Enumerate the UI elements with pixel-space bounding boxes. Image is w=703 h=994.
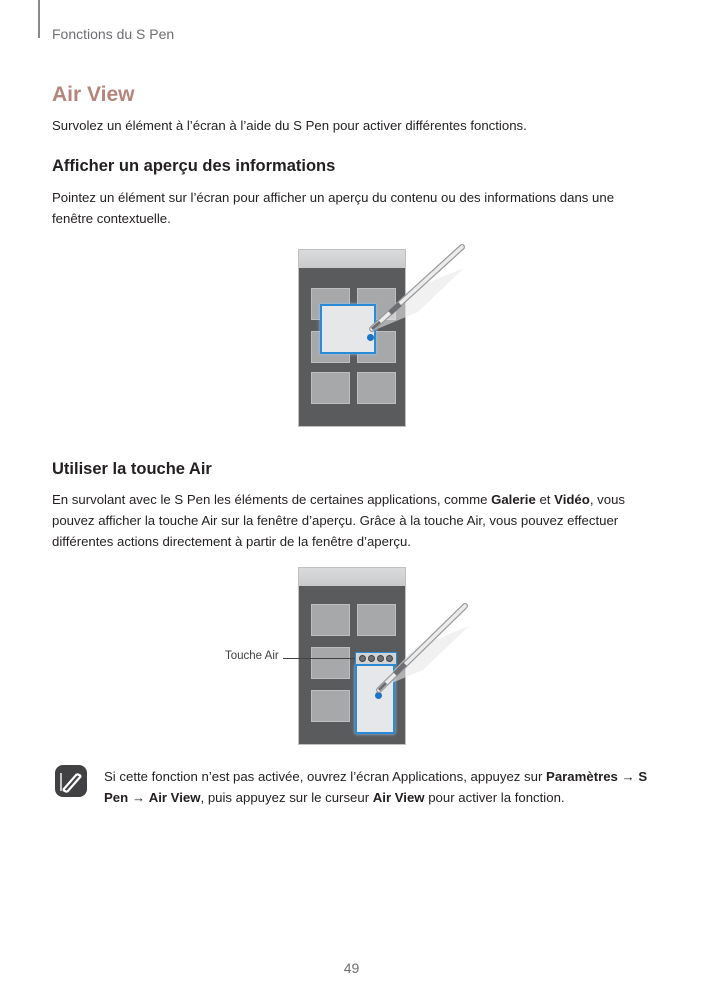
bold-video: Vidéo <box>554 492 590 507</box>
bold-air-view: Air View <box>148 790 201 805</box>
page-number: 49 <box>343 960 360 976</box>
section-title: Air View <box>52 83 135 106</box>
subsection-text-air-button: En survolant avec le S Pen les éléments de certaines applications, comme Galerie et Vidéo, vous pouvez afficher la touche Air sur la fenêtre d’aperçu. Grâce à la touche Air, vous pouvez effectuer différentes actions directement à partir de la fenêtre d’aperçu. <box>52 492 625 549</box>
subsection-title-air-button: Utiliser la touche Air <box>52 460 212 478</box>
bold-galerie: Galerie <box>491 492 536 507</box>
note-pencil-icon <box>55 765 87 797</box>
running-header: Fonctions du S Pen <box>52 26 175 42</box>
s-pen-illustration <box>360 240 470 340</box>
bold-parametres: Paramètres <box>546 769 618 784</box>
callout-label-touche-air: Touche Air <box>225 650 279 662</box>
s-pen-illustration <box>365 598 475 698</box>
app-tile <box>311 647 350 679</box>
header-side-rule <box>38 0 40 38</box>
section-intro: Survolez un élément à l’écran à l’aide du S Pen pour activer différentes fonctions. <box>52 118 527 133</box>
bold-air-view-slider: Air View <box>372 790 425 805</box>
status-bar <box>299 568 405 586</box>
app-tile <box>357 372 396 404</box>
subsection-text-preview: Pointez un élément sur l’écran pour afficher un aperçu du contenu ou des informations dans une fenêtre contextuelle. <box>52 190 615 226</box>
app-tile <box>311 372 350 404</box>
app-tile <box>311 604 350 636</box>
note-text: Si cette fonction n’est pas activée, ouvrez l’écran Applications, appuyez sur Paramètres → S Pen → Air View, puis appuyez sur le curseur Air View pour activer la fonction. <box>104 769 648 805</box>
bold-s-pen: S Pen <box>104 769 648 805</box>
app-tile <box>311 690 350 722</box>
callout-leader-line <box>283 658 355 659</box>
subsection-title-preview: Afficher un aperçu des informations <box>52 157 336 175</box>
